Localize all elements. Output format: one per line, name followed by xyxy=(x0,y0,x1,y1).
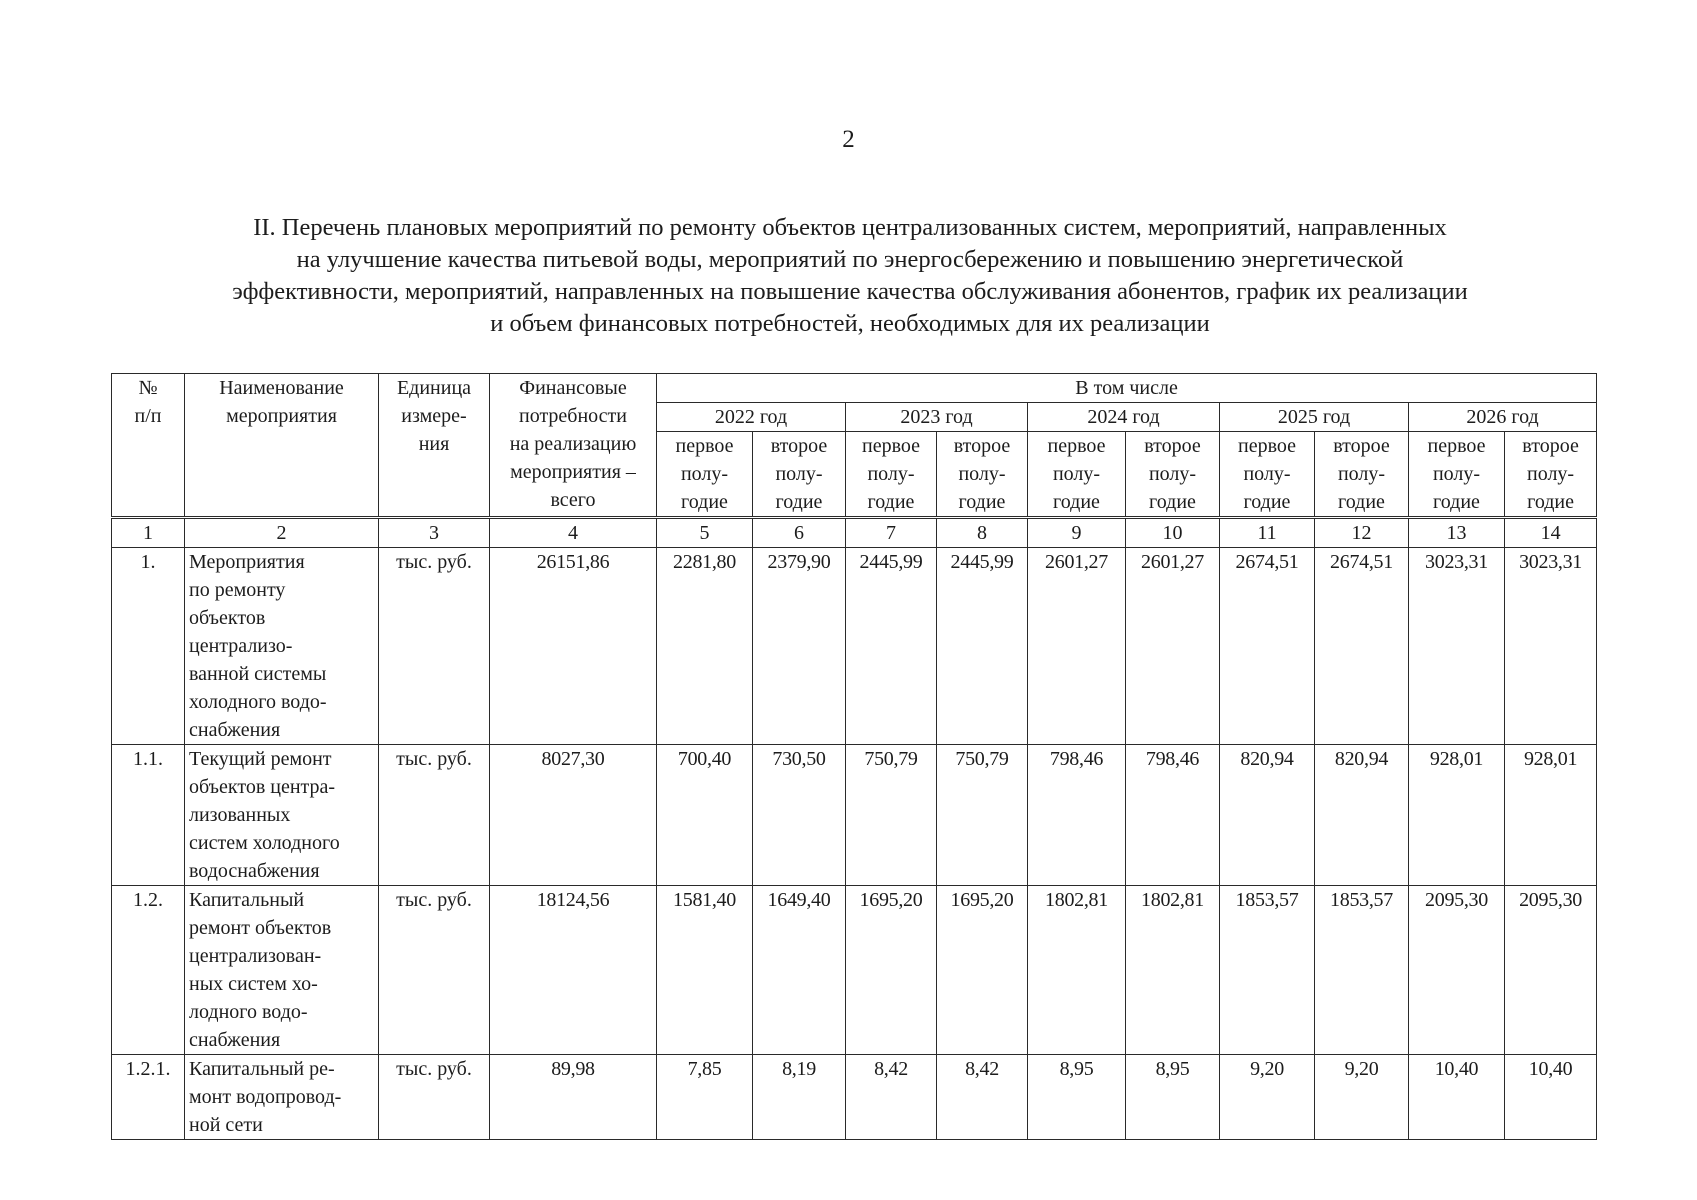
header-first-half: первое полу- годие xyxy=(1220,432,1315,518)
row-value: 1853,57 xyxy=(1315,886,1409,1055)
row-value: 730,50 xyxy=(753,745,846,886)
row-value: 700,40 xyxy=(657,745,753,886)
row-value: 2601,27 xyxy=(1028,548,1126,745)
row-value: 2379,90 xyxy=(753,548,846,745)
column-number: 14 xyxy=(1505,518,1597,548)
row-name: Текущий ремонт объектов центра- лизованных систем холодного водоснабжения xyxy=(185,745,379,886)
row-total: 18124,56 xyxy=(490,886,657,1055)
column-number: 4 xyxy=(490,518,657,548)
row-value: 9,20 xyxy=(1315,1055,1409,1140)
title-line: II. Перечень плановых мероприятий по ремонту объектов централизованных систем, мероприятий, направленных xyxy=(253,214,1447,241)
title-line: и объем финансовых потребностей, необходимых для их реализации xyxy=(490,310,1210,337)
row-value: 798,46 xyxy=(1028,745,1126,886)
row-value: 820,94 xyxy=(1220,745,1315,886)
table-row xyxy=(112,745,1597,886)
row-value: 3023,31 xyxy=(1409,548,1505,745)
row-value: 2095,30 xyxy=(1409,886,1505,1055)
row-value: 8,19 xyxy=(753,1055,846,1140)
row-unit: тыс. руб. xyxy=(379,548,490,745)
header-first-half: первое полу- годие xyxy=(657,432,753,518)
row-value: 1853,57 xyxy=(1220,886,1315,1055)
column-number: 8 xyxy=(937,518,1028,548)
row-value: 1581,40 xyxy=(657,886,753,1055)
row-value: 2281,80 xyxy=(657,548,753,745)
row-value: 1802,81 xyxy=(1126,886,1220,1055)
header-first-half: первое полу- годие xyxy=(1409,432,1505,518)
header-second-half: второе полу- годие xyxy=(937,432,1028,518)
header-row xyxy=(112,374,1597,403)
table-row xyxy=(112,886,1597,1055)
header-year: 2023 год xyxy=(846,403,1028,432)
row-value: 1695,20 xyxy=(846,886,937,1055)
title-line: на улучшение качества питьевой воды, мероприятий по энергосбережению и повышению энергетической xyxy=(296,246,1404,273)
row-value: 1695,20 xyxy=(937,886,1028,1055)
row-value: 2445,99 xyxy=(937,548,1028,745)
header-unit: Единица измере- ния xyxy=(379,374,490,518)
column-number: 2 xyxy=(185,518,379,548)
row-num: 1.1. xyxy=(112,745,185,886)
row-value: 1802,81 xyxy=(1028,886,1126,1055)
row-total: 26151,86 xyxy=(490,548,657,745)
row-value: 928,01 xyxy=(1505,745,1597,886)
row-value: 9,20 xyxy=(1220,1055,1315,1140)
row-value: 2674,51 xyxy=(1220,548,1315,745)
row-value: 8,42 xyxy=(846,1055,937,1140)
row-value: 2095,30 xyxy=(1505,886,1597,1055)
row-value: 820,94 xyxy=(1315,745,1409,886)
column-number: 7 xyxy=(846,518,937,548)
header-year: 2026 год xyxy=(1409,403,1597,432)
header-including: В том числе xyxy=(657,374,1597,403)
section-title xyxy=(110,212,1590,340)
header-first-half: первое полу- годие xyxy=(1028,432,1126,518)
title-line: эффективности, мероприятий, направленных на повышение качества обслуживания абонентов, график их реализации xyxy=(232,278,1468,305)
column-number: 9 xyxy=(1028,518,1126,548)
row-value: 10,40 xyxy=(1505,1055,1597,1140)
row-value: 8,95 xyxy=(1126,1055,1220,1140)
row-value: 750,79 xyxy=(846,745,937,886)
row-value: 2445,99 xyxy=(846,548,937,745)
row-value: 3023,31 xyxy=(1505,548,1597,745)
row-name: Мероприятия по ремонту объектов централизо- ванной системы холодного водо- снабжения xyxy=(185,548,379,745)
header-total: Финансовые потребности на реализацию мероприятия – всего xyxy=(490,374,657,518)
column-number: 1 xyxy=(112,518,185,548)
row-unit: тыс. руб. xyxy=(379,745,490,886)
column-numbers-row xyxy=(112,518,1597,548)
header-second-half: второе полу- годие xyxy=(1505,432,1597,518)
row-value: 750,79 xyxy=(937,745,1028,886)
row-name: Капитальный ре- монт водопровод- ной сети xyxy=(185,1055,379,1140)
header-year: 2022 год xyxy=(657,403,846,432)
header-first-half: первое полу- годие xyxy=(846,432,937,518)
row-value: 7,85 xyxy=(657,1055,753,1140)
activities-table xyxy=(111,373,1597,1140)
row-value: 2674,51 xyxy=(1315,548,1409,745)
row-value: 8,42 xyxy=(937,1055,1028,1140)
header-year: 2024 год xyxy=(1028,403,1220,432)
column-number: 12 xyxy=(1315,518,1409,548)
header-second-half: второе полу- годие xyxy=(753,432,846,518)
row-value: 10,40 xyxy=(1409,1055,1505,1140)
row-value: 798,46 xyxy=(1126,745,1220,886)
row-unit: тыс. руб. xyxy=(379,886,490,1055)
header-second-half: второе полу- годие xyxy=(1315,432,1409,518)
header-name: Наименование мероприятия xyxy=(185,374,379,518)
column-number: 5 xyxy=(657,518,753,548)
row-num: 1.2.1. xyxy=(112,1055,185,1140)
table-row xyxy=(112,548,1597,745)
row-num: 1.2. xyxy=(112,886,185,1055)
table-row xyxy=(112,1055,1597,1140)
header-num: № п/п xyxy=(112,374,185,518)
column-number: 13 xyxy=(1409,518,1505,548)
row-total: 8027,30 xyxy=(490,745,657,886)
row-value: 1649,40 xyxy=(753,886,846,1055)
page-number: 2 xyxy=(842,126,855,153)
column-number: 6 xyxy=(753,518,846,548)
row-name: Капитальный ремонт объектов централизован- ных систем хо- лодного водо- снабжения xyxy=(185,886,379,1055)
row-value: 928,01 xyxy=(1409,745,1505,886)
row-num: 1. xyxy=(112,548,185,745)
column-number: 3 xyxy=(379,518,490,548)
row-total: 89,98 xyxy=(490,1055,657,1140)
column-number: 10 xyxy=(1126,518,1220,548)
row-unit: тыс. руб. xyxy=(379,1055,490,1140)
row-value: 8,95 xyxy=(1028,1055,1126,1140)
column-number: 11 xyxy=(1220,518,1315,548)
header-year: 2025 год xyxy=(1220,403,1409,432)
row-value: 2601,27 xyxy=(1126,548,1220,745)
header-second-half: второе полу- годие xyxy=(1126,432,1220,518)
